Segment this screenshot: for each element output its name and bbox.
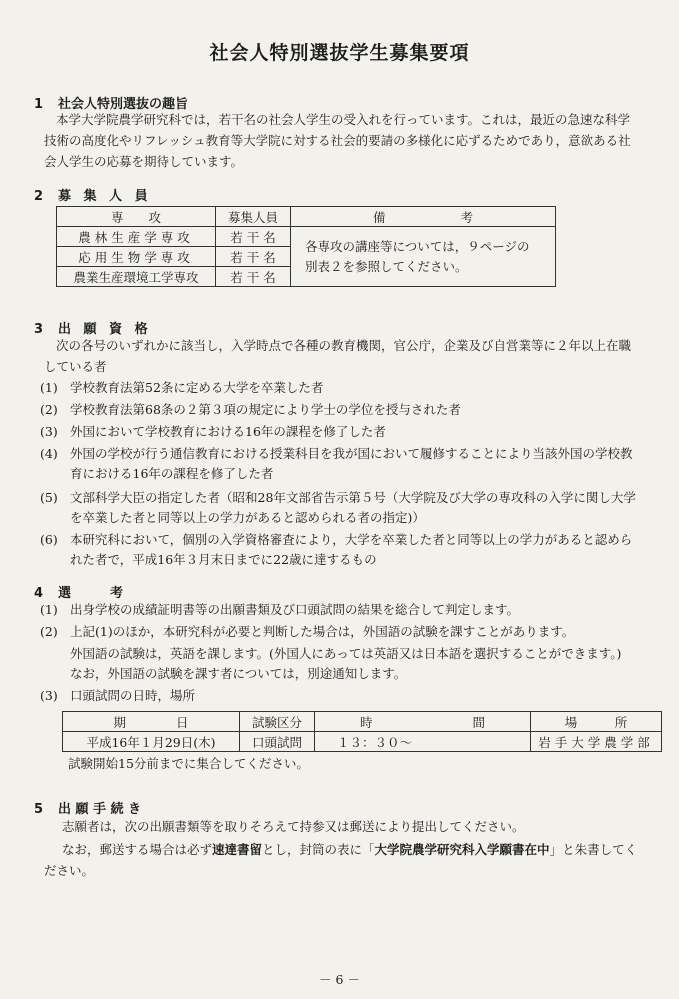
notes-cell <box>291 227 556 287</box>
list-item: (2) 上記(1)のほか，本研究科が必要と判断した場合は，外国語の試験を課すことがあります。 <box>40 624 575 639</box>
date-cell: 平成16年１月29日(木) <box>63 732 240 752</box>
emphasis: 大学院農学研究科入学願書在中 <box>374 842 550 857</box>
paragraph-line: 本学大学院農学研究科では，若干名の社会人学生の受入れを行っています。これは，最近の急速な科学 <box>56 112 631 127</box>
paragraph-line: 次の各号のいずれかに該当し，入学時点で各種の教育機関，官公庁，企業及び自営業等に２年以上在職 <box>56 338 632 353</box>
section-number: 5 <box>34 802 44 817</box>
paragraph-line: なお，郵送する場合は必ず速達書留とし，封筒の表に「大学院農学研究科入学願書在中」と朱書してく <box>62 842 638 857</box>
major-cell: 農業生産環境工学専攻 <box>57 267 216 287</box>
list-item: (1) 学校教育法第52条に定める大学を卒業した者 <box>40 380 324 395</box>
section-title: 募 集 人 員 <box>58 189 152 204</box>
paragraph-line: 会人学生の応募を期待しています。 <box>44 154 244 169</box>
list-item: (5) 文部科学大臣の指定した者（昭和28年文部省告示第５号（大学院及び大学の専攻科の入学に関し大学 <box>40 490 636 505</box>
header-notes: 備 考 <box>291 207 556 227</box>
list-item: (1) 出身学校の成績証明書等の出願書類及び口頭試問の結果を総合して判定します。 <box>40 602 520 617</box>
header-time: 時 間 <box>315 712 531 732</box>
time-cell: １３：３０～ <box>315 732 531 752</box>
header-date: 期 日 <box>63 712 240 732</box>
list-item-continued: 育における16年の課程を修了した者 <box>70 466 274 481</box>
section-title: 社会人特別選抜の趣旨 <box>58 97 189 112</box>
note-line: 各専攻の講座等については，９ページの <box>305 238 530 254</box>
header-place: 場 所 <box>531 712 662 732</box>
section-number: 3 <box>34 322 44 337</box>
note-line: 別表２を参照してください。 <box>305 258 468 274</box>
list-item-continued: を卒業した者と同等以上の学力があると認められる者の指定)） <box>70 510 425 525</box>
section-number: 4 <box>34 586 44 601</box>
paragraph-line: ださい。 <box>44 863 95 878</box>
header-count: 募集人員 <box>216 207 291 227</box>
list-item: (4) 外国の学校が行う通信教育における授業科目を我が国において履修することにより当該外国の学校教 <box>40 446 633 461</box>
major-cell: 応用生物学専攻 <box>57 247 216 267</box>
section-number: 1 <box>34 97 44 112</box>
count-cell: 若 干 名 <box>216 247 291 267</box>
major-cell: 農林生産学専攻 <box>57 227 216 247</box>
list-item: (6) 本研究科において，個別の入学資格審査により，大学を卒業した者と同等以上の学力があると認めら <box>40 532 633 547</box>
emphasis: 速達書留 <box>212 842 263 857</box>
paragraph-line: している者 <box>44 359 107 374</box>
count-cell: 若 干 名 <box>216 227 291 247</box>
page-title: 社会人特別選抜学生募集要項 <box>209 42 470 64</box>
list-item-continued: なお，外国語の試験を課す者については，別途通知します。 <box>70 666 407 681</box>
paragraph-line: 志願者は，次の出願書類等を取りそろえて持参又は郵送により提出してください。 <box>62 819 525 834</box>
count-cell: 若 干 名 <box>216 267 291 287</box>
header-kind: 試験区分 <box>240 712 315 732</box>
list-item-continued: 外国語の試験は，英語を課します。(外国人にあっては英語又は日本語を選択することができます。) <box>70 646 622 661</box>
section-title: 出 願 資 格 <box>58 322 152 337</box>
list-item-continued: れた者で，平成16年３月末日までに22歳に達するもの <box>70 552 377 567</box>
section-5-heading <box>34 798 141 817</box>
paragraph-line: 試験開始15分前までに集合してください。 <box>68 756 309 771</box>
list-item: (2) 学校教育法第68条の２第３項の規定により学士の学位を授与された者 <box>40 402 461 417</box>
section-3-heading <box>34 318 152 337</box>
section-title: 選 考 <box>58 586 124 601</box>
kind-cell: 口頭試問 <box>240 732 315 752</box>
page-number: － 6 － <box>319 972 360 987</box>
list-item: (3) 外国において学校教育における16年の課程を修了した者 <box>40 424 386 439</box>
section-number: 2 <box>34 189 44 204</box>
place-cell: 岩手大学農学部 <box>531 732 662 752</box>
section-title: 出 願 手 続 き <box>58 802 142 817</box>
exam-schedule-table <box>62 711 662 752</box>
recruitment-table <box>56 206 556 287</box>
list-item: (3) 口頭試問の日時，場所 <box>40 688 196 703</box>
header-major: 専 攻 <box>57 207 216 227</box>
section-4-heading <box>34 582 123 601</box>
section-2-heading <box>34 185 152 204</box>
paragraph-line: 技術の高度化やリフレッシュ教育等大学院に対する社会的要請の多様化に応ずるためであり，意欲ある社 <box>44 133 631 148</box>
